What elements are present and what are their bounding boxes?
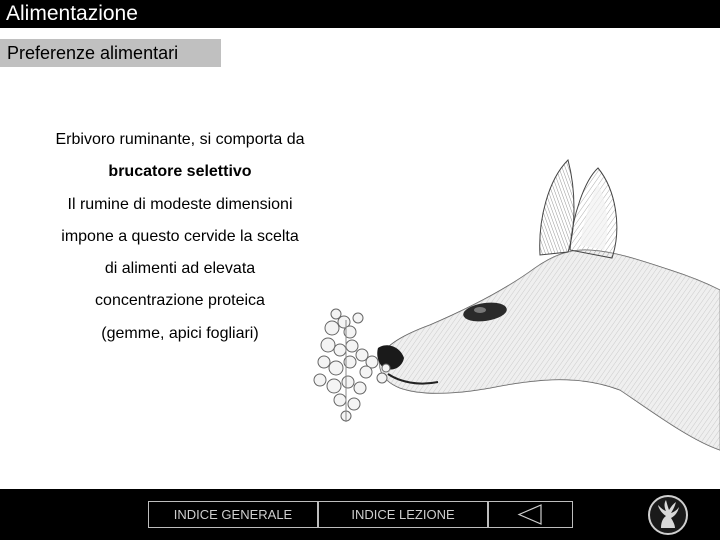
- back-button[interactable]: [488, 501, 573, 528]
- deer-illustration: [300, 150, 720, 480]
- section-header: [0, 39, 221, 67]
- text-line-7: (gemme, apici fogliari): [101, 324, 259, 342]
- text-line-5: di alimenti ad elevata: [104, 260, 256, 278]
- text-line-1: Erbivoro ruminante, si comporta da: [55, 131, 305, 148]
- lesson-index-button[interactable]: INDICE LEZIONE: [318, 501, 488, 528]
- text-line-3: Il rumine di modeste dimensioni: [67, 195, 293, 213]
- page-title: Alimentazione: [6, 2, 138, 25]
- text-line-2: brucatore selettivo: [108, 163, 252, 181]
- text-line-6: concentrazione proteica: [95, 292, 265, 310]
- text-line-4: impone a questo cervide la scelta: [61, 227, 299, 245]
- general-index-button[interactable]: INDICE GENERALE: [148, 501, 318, 528]
- section-title: Preferenze alimentari: [7, 43, 179, 63]
- title-bar: [0, 0, 720, 28]
- body-text: [20, 126, 340, 352]
- deer-emblem-icon[interactable]: [647, 494, 689, 536]
- navigation-bar: [0, 489, 720, 540]
- triangle-left-icon: [489, 502, 572, 527]
